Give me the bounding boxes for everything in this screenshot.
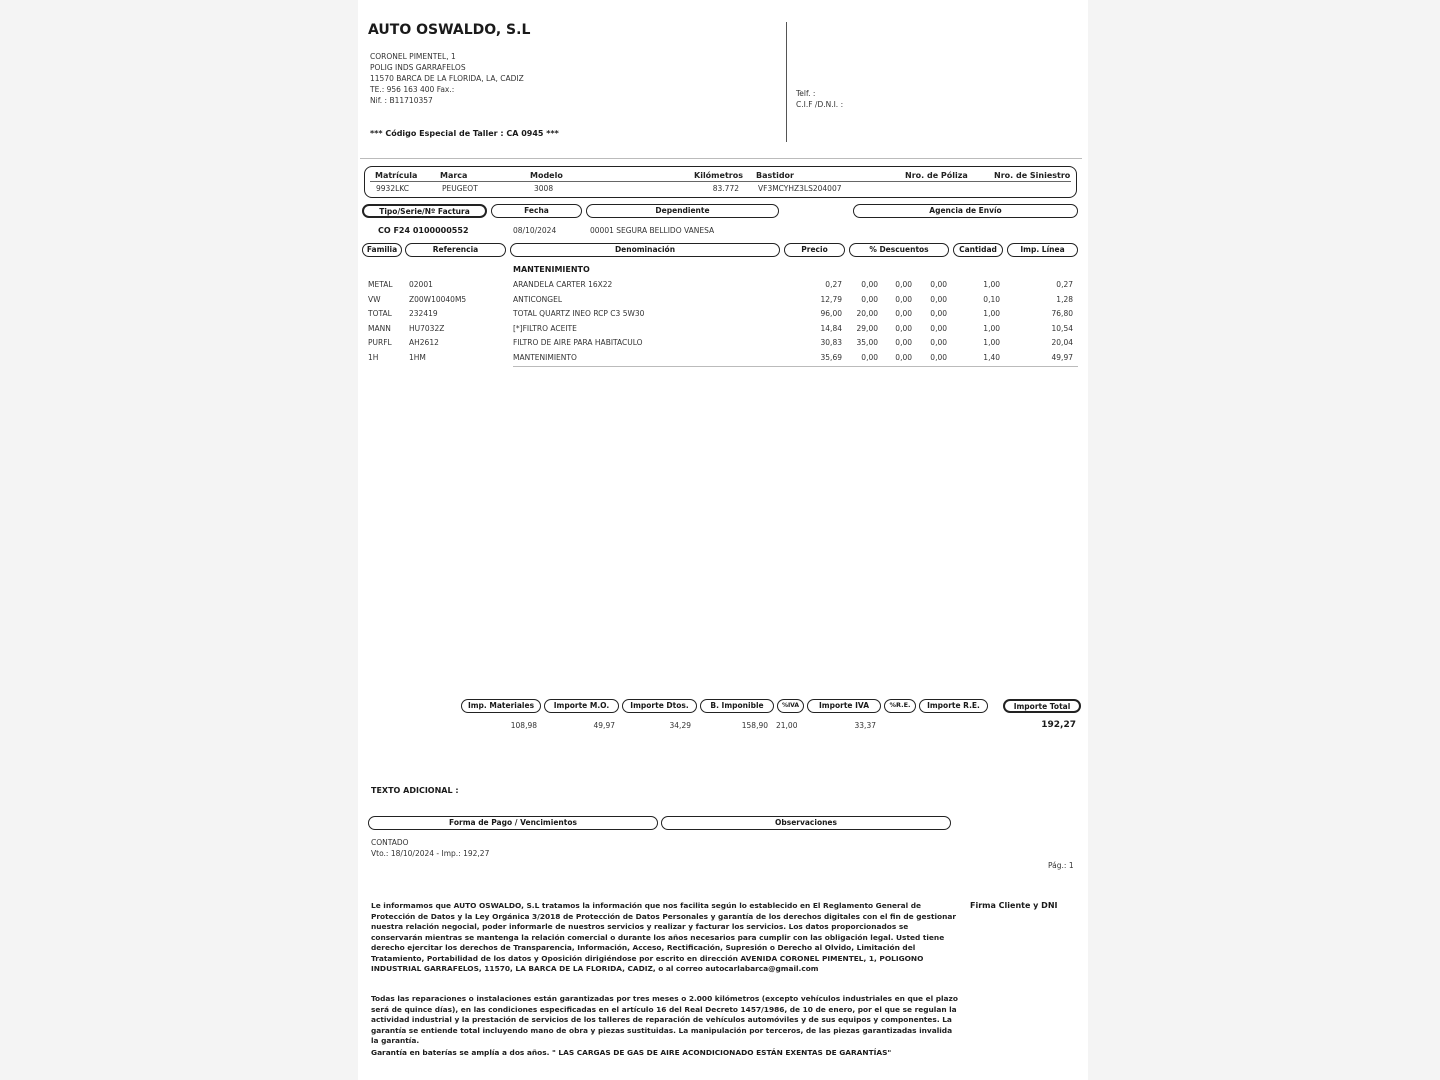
vehicle-brand: PEUGEOT [442, 184, 478, 193]
totals-taxable: 158,90 [741, 721, 768, 730]
invoice-page [358, 0, 1088, 1080]
totals-header-labour: Importe M.O. [544, 699, 619, 713]
totals-header-discounts: Importe Dtos. [622, 699, 697, 713]
vehicle-header-km: Kilómetros [694, 171, 743, 180]
totals-header-total: Importe Total [1003, 699, 1081, 713]
vehicle-header-model: Modelo [530, 171, 563, 180]
line-family: METAL [368, 280, 393, 289]
line-description: ANTICONGEL [513, 294, 563, 304]
vehicle-km: 83.772 [712, 184, 739, 193]
invoice-date: 08/10/2024 [513, 226, 557, 235]
line-reference: 02001 [409, 280, 433, 289]
page-number: Pág.: 1 [1048, 861, 1074, 870]
lines-header-quantity: Cantidad [953, 243, 1003, 257]
line-amount: 10,54 [1051, 323, 1073, 333]
line-reference: 232419 [409, 309, 438, 318]
line-price: 96,00 [820, 309, 842, 318]
lines-section-title: MANTENIMIENTO [513, 265, 590, 274]
line-family: MANN [368, 323, 391, 333]
vehicle-header-rule [370, 181, 1071, 182]
invoice-agency-header: Agencia de Envío [853, 204, 1078, 218]
line-discount-3: 0,00 [930, 309, 947, 318]
line-description: ARANDELA CARTER 16X22 [513, 280, 613, 289]
company-address-2: POLIG INDS GARRAFELOS [370, 63, 466, 72]
client-cif-label: C.I.F /D.N.I. : [796, 100, 844, 109]
header-divider [786, 22, 787, 142]
line-discount-3: 0,00 [930, 280, 947, 289]
line-discount-2: 0,00 [895, 280, 912, 289]
line-discount-2: 0,00 [895, 309, 912, 318]
line-reference: AH2612 [409, 338, 439, 347]
line-discount-2: 0,00 [895, 352, 912, 362]
line-description: FILTRO DE AIRE PARA HABITACULO [513, 338, 643, 347]
company-nif: Nif. : B11710357 [370, 96, 433, 105]
line-family: PURFL [368, 338, 392, 347]
invoice-employee-header: Dependiente [586, 204, 779, 218]
line-discount-1: 0,00 [861, 352, 878, 362]
vehicle-header-brand: Marca [440, 171, 468, 180]
line-reference: HU7032Z [409, 323, 445, 333]
warranty-batteries: Garantía en baterías se amplía a dos años. " LAS CARGAS DE GAS DE AIRE ACONDICIONADO ESTÁN EXENTAS DE GARANTÍAS" [371, 1048, 892, 1057]
lines-header-price: Precio [784, 243, 845, 257]
totals-header-vat: Importe IVA [807, 699, 881, 713]
line-price: 35,69 [820, 352, 842, 362]
totals-header-re: Importe R.E. [919, 699, 988, 713]
line-quantity: 1,00 [983, 309, 1000, 318]
table-row [358, 309, 1088, 323]
vehicle-plate: 9932LKC [376, 184, 410, 193]
invoice-number: CO F24 0100000552 [378, 226, 469, 235]
line-amount: 0,27 [1056, 280, 1073, 289]
vehicle-chassis: VF3MCYHZ3LS204007 [758, 184, 842, 193]
totals-materials: 108,98 [510, 721, 537, 730]
line-amount: 76,80 [1051, 309, 1073, 318]
line-family: 1H [368, 352, 379, 362]
company-phone: TE.: 956 163 400 Fax.: [370, 85, 455, 94]
workshop-code: *** Código Especial de Taller : CA 0945 *** [370, 129, 559, 138]
line-reference: Z00W10040M5 [409, 294, 467, 304]
line-amount: 20,04 [1051, 338, 1073, 347]
vehicle-model: 3008 [534, 184, 554, 193]
line-family: VW [368, 294, 381, 304]
line-description: TOTAL QUARTZ INEO RCP C3 5W30 [513, 309, 645, 318]
line-discount-1: 35,00 [856, 338, 878, 347]
invoice-employee: 00001 SEGURA BELLIDO VANESA [590, 226, 715, 235]
privacy-text: Le informamos que AUTO OSWALDO, S.L tratamos la información que nos facilita según lo establecido en El Reglamento General de Protección de Datos y la Ley Orgánica 3/2018 de Protección de Datos Personales y garantía de los derechos digitales con el fin de gestionar nuestra relación negocial, poder informarle de nuestros servicios y realizar y facturar los servicios. Los datos proporcionados se conservarán mientras se mantenga la relación comercial o durante los años necesarios para cumplir con las obligación legal. Usted tiene derecho ejercitar los derechos de Transparencia, Información, Acceso, Rectificación, Supresión o Derecho al Olvido, Limitación del Tratamiento, Portabilidad de los datos y Oposición dirigiéndose por escrito en dirección AVENIDA CORONEL PIMENTEL, 1, POLIGONO INDUSTRIAL GARRAFELOS, 11570, LA BARCA DE LA FLORIDA, CADIZ, o al correo autocarlabarca@gmail.com [371, 901, 956, 973]
client-tel-label: Telf. : [796, 89, 816, 98]
payment-header: Forma de Pago / Vencimientos [368, 816, 658, 830]
line-discount-1: 29,00 [856, 323, 878, 333]
invoice-date-header: Fecha [491, 204, 582, 218]
totals-header-vat-rate: %IVA [777, 699, 804, 713]
table-row [358, 280, 1088, 294]
observations-header: Observaciones [661, 816, 951, 830]
lines-header-amount: Imp. Línea [1007, 243, 1078, 257]
line-discount-2: 0,00 [895, 338, 912, 347]
line-discount-2: 0,00 [895, 294, 912, 304]
table-row [358, 295, 1088, 309]
warranty-text: Todas las reparaciones o instalaciones están garantizadas por tres meses o 2.000 kilómetros (excepto vehículos industriales en que el plazo será de quince días), en las condiciones especificadas en el artículo 16 del Real Decreto 1457/1986, de 10 de enero, por el que se regulan la actividad industrial y la prestación de servicios de los talleres de reparación de vehículos automóviles y de sus equipos y componentes. La garantía se entiende total incluyendo mano de obra y piezas sustituidas. La manipulación por terceros, de las piezas garantizadas invalida la garantía. [371, 994, 958, 1045]
line-price: 0,27 [825, 280, 842, 289]
line-discount-3: 0,00 [930, 294, 947, 304]
line-discount-3: 0,00 [930, 338, 947, 347]
line-price: 30,83 [820, 338, 842, 347]
company-address-3: 11570 BARCA DE LA FLORIDA, LA, CADIZ [370, 74, 524, 83]
line-quantity: 1,00 [983, 280, 1000, 289]
company-name: AUTO OSWALDO, S.L [368, 22, 531, 38]
line-quantity: 1,00 [983, 323, 1000, 333]
line-quantity: 0,10 [983, 294, 1000, 304]
lines-header-description: Denominación [510, 243, 780, 257]
totals-header-taxable: B. Imponible [700, 699, 774, 713]
table-row [358, 353, 1088, 367]
line-family: TOTAL [368, 309, 392, 318]
invoice-number-header: Tipo/Serie/Nº Factura [362, 204, 487, 218]
payment-method: CONTADO [371, 838, 409, 847]
line-description: [*]FILTRO ACEITE [513, 323, 577, 333]
lines-header-reference: Referencia [405, 243, 506, 257]
additional-text-label: TEXTO ADICIONAL : [371, 786, 459, 795]
lines-header-discounts: % Descuentos [849, 243, 949, 257]
line-amount: 49,97 [1051, 352, 1073, 362]
vehicle-header-plate: Matrícula [375, 171, 418, 180]
table-row [358, 338, 1088, 352]
payment-due: Vto.: 18/10/2024 - Imp.: 192,27 [371, 849, 490, 858]
totals-vat-rate: 21,00 [776, 721, 798, 730]
signature-label: Firma Cliente y DNI [970, 901, 1058, 910]
totals-labour: 49,97 [593, 721, 615, 730]
lines-end-rule [513, 366, 1078, 367]
line-quantity: 1,00 [983, 338, 1000, 347]
line-price: 12,79 [820, 294, 842, 304]
table-row [358, 324, 1088, 338]
totals-discounts: 34,29 [669, 721, 691, 730]
company-address-1: CORONEL PIMENTEL, 1 [370, 52, 456, 61]
line-price: 14,84 [820, 323, 842, 333]
lines-header-family: Familia [362, 243, 402, 257]
vehicle-header-claim: Nro. de Siniestro [994, 171, 1071, 180]
totals-vat: 33,37 [854, 721, 876, 730]
line-description: MANTENIMIENTO [513, 352, 577, 362]
totals-header-materials: Imp. Materiales [461, 699, 541, 713]
line-discount-3: 0,00 [930, 352, 947, 362]
totals-grand-total: 192,27 [1041, 720, 1076, 730]
line-reference: 1HM [409, 352, 426, 362]
line-discount-2: 0,00 [895, 323, 912, 333]
totals-header-re-rate: %R.E. [884, 699, 916, 713]
line-amount: 1,28 [1056, 294, 1073, 304]
line-discount-1: 0,00 [861, 280, 878, 289]
vehicle-header-policy: Nro. de Póliza [905, 171, 968, 180]
vehicle-header-chassis: Bastidor [756, 171, 794, 180]
header-rule [360, 158, 1082, 159]
line-quantity: 1,40 [983, 352, 1000, 362]
line-discount-3: 0,00 [930, 323, 947, 333]
line-discount-1: 20,00 [856, 309, 878, 318]
line-discount-1: 0,00 [861, 294, 878, 304]
